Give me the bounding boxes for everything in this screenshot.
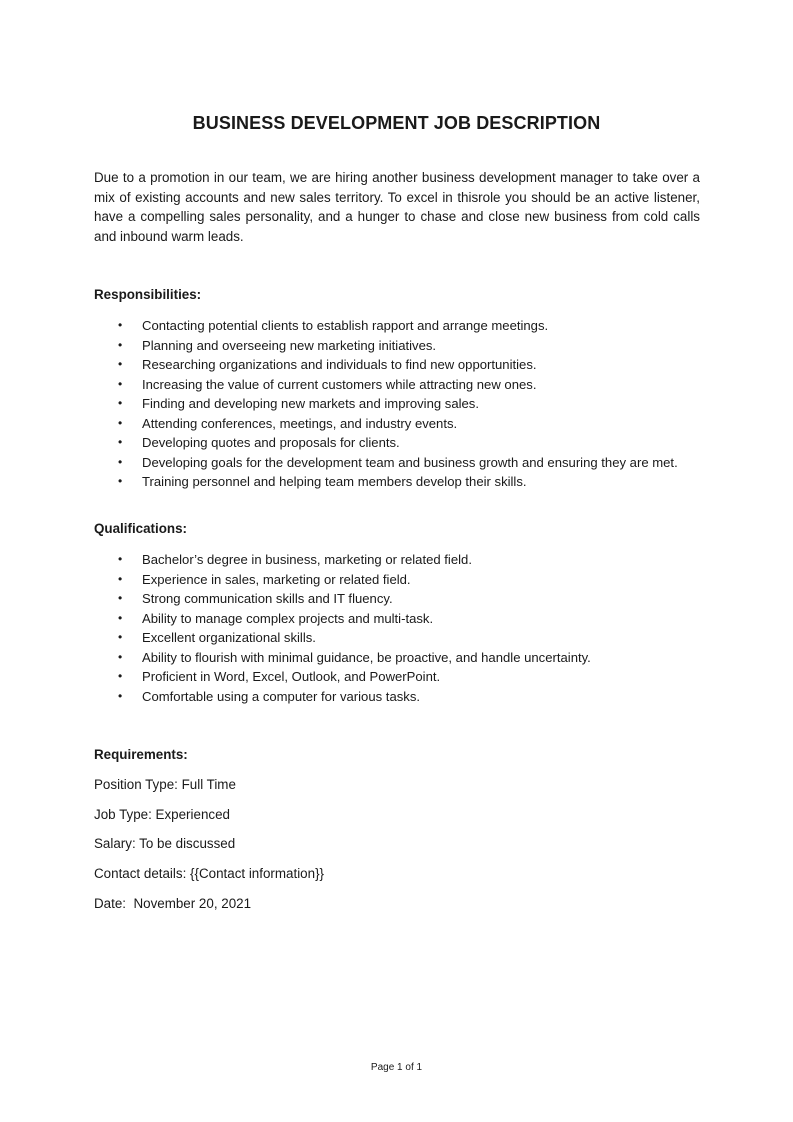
bullet-icon: • (118, 396, 123, 410)
position-type: Position Type: Full Time (94, 777, 236, 792)
list-item: • Comfortable using a computer for various tasks. (94, 687, 714, 707)
bullet-icon: • (118, 669, 123, 683)
list-item: • Developing goals for the development team and business growth and ensuring they are met. (94, 453, 714, 473)
bullet-icon: • (118, 376, 123, 391)
bullet-icon: • (118, 318, 123, 332)
responsibilities-heading: Responsibilities: (94, 287, 202, 302)
bullet-icon: • (118, 649, 123, 664)
list-item: • Attending conferences, meetings, and industry events. (94, 414, 714, 434)
bullet-icon: • (118, 337, 123, 352)
page-number-footer: Page 1 of 1 (370, 1062, 423, 1073)
bullet-icon: • (118, 357, 123, 371)
bullet-icon: • (118, 435, 123, 449)
list-item: • Developing quotes and proposals for clients. (94, 433, 714, 453)
list-item: • Contacting potential clients to establish rapport and arrange meetings. (94, 316, 714, 336)
bullet-icon: • (118, 454, 123, 469)
qualifications-list (94, 550, 714, 706)
bullet-icon: • (118, 474, 123, 488)
requirements-heading: Requirements: (94, 747, 188, 762)
intro-paragraph: Due to a promotion in our team, we are hiring another business development manager to take over a mix of existing accounts and new sales territory. To excel in thisrole you should be an active listener, have a compelling sales personality, and a hunger to chase and close new business from cold calls and inbound warm leads. (94, 170, 700, 244)
list-item: • Proficient in Word, Excel, Outlook, and PowerPoint. (94, 667, 714, 687)
bullet-icon: • (118, 591, 123, 605)
document-date: Date: November 20, 2021 (94, 896, 252, 911)
contact-details: Contact details: {{Contact information}} (94, 866, 325, 881)
job-type: Job Type: Experienced (94, 807, 230, 822)
salary: Salary: To be discussed (94, 836, 236, 851)
bullet-icon: • (118, 630, 123, 644)
list-item: • Researching organizations and individuals to find new opportunities. (94, 355, 714, 375)
document-title: BUSINESS DEVELOPMENT JOB DESCRIPTION (192, 113, 601, 133)
bullet-icon: • (118, 571, 123, 586)
bullet-icon: • (118, 552, 123, 566)
list-item: • Increasing the value of current customers while attracting new ones. (94, 375, 714, 395)
list-item: • Ability to manage complex projects and multi-task. (94, 609, 714, 629)
list-item: • Excellent organizational skills. (94, 628, 714, 648)
list-item: • Bachelor’s degree in business, marketing or related field. (94, 550, 714, 570)
bullet-icon: • (118, 688, 123, 703)
list-item: • Strong communication skills and IT fluency. (94, 589, 714, 609)
list-item: • Experience in sales, marketing or related field. (94, 570, 714, 590)
list-item: • Ability to flourish with minimal guidance, be proactive, and handle uncertainty. (94, 648, 714, 668)
list-item: • Planning and overseeing new marketing initiatives. (94, 336, 714, 356)
bullet-icon: • (118, 610, 123, 625)
list-item: • Training personnel and helping team members develop their skills. (94, 472, 714, 492)
responsibilities-list (94, 316, 714, 492)
list-item: • Finding and developing new markets and improving sales. (94, 394, 714, 414)
qualifications-heading: Qualifications: (94, 521, 188, 536)
bullet-icon: • (118, 415, 123, 430)
